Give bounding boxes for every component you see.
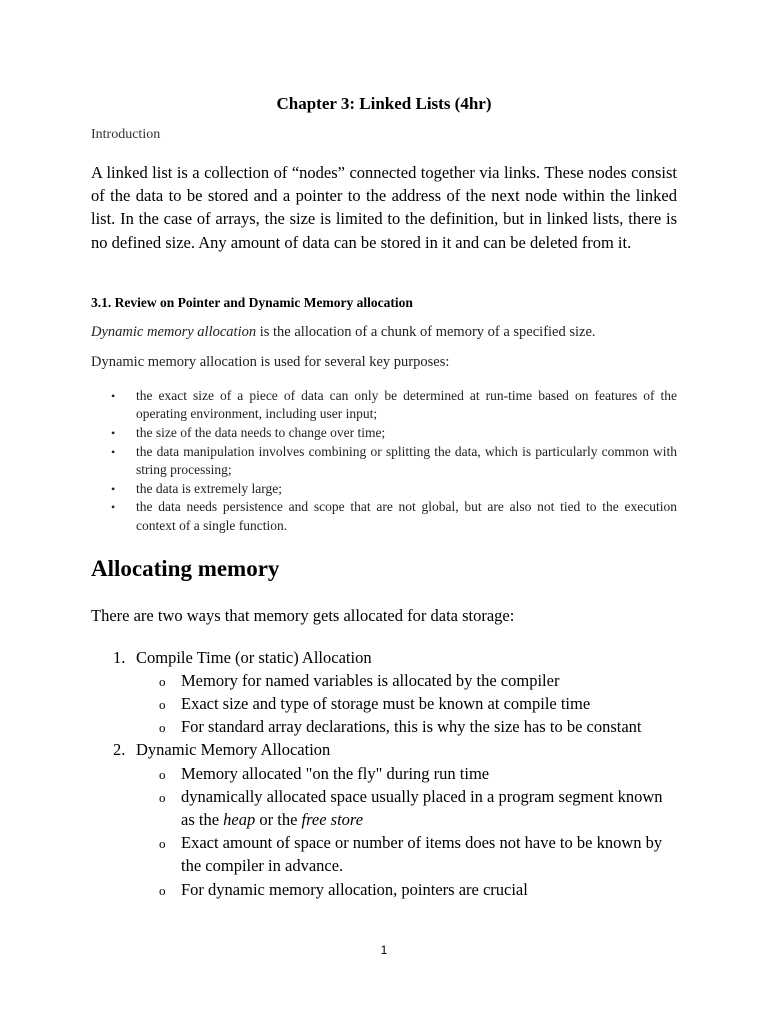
introduction-paragraph: A linked list is a collection of “nodes” connected together via links. These nodes consist of the data to be stored and a pointer to the address of the next node within the linked list. In the case of arrays, the size is limited to the definition, but in linked lists, there is no defined size. Any amount of data can be stored in it and can be deleted from it. bbox=[91, 163, 677, 252]
chapter-title: Chapter 3: Linked Lists (4hr) bbox=[276, 94, 492, 113]
circle-bullet-icon: o bbox=[159, 696, 166, 712]
list-number: 1. bbox=[113, 647, 126, 667]
bullet-icon: • bbox=[111, 500, 116, 515]
sub-list bbox=[136, 669, 677, 739]
sub-list-item bbox=[91, 715, 677, 738]
section-heading-3-1: 3.1. Review on Pointer and Dynamic Memory allocation bbox=[91, 294, 413, 310]
list-item-label: Compile Time (or static) Allocation bbox=[136, 647, 372, 667]
list-item bbox=[91, 646, 677, 739]
sub-list-item-text: Memory for named variables is allocated by the compiler bbox=[181, 670, 560, 690]
allocating-intro: There are two ways that memory gets allocated for data storage: bbox=[91, 605, 515, 625]
list-number: 2. bbox=[113, 740, 126, 760]
list-item-text: the exact size of a piece of data can only be determined at run-time based on features of the operating environment, including user input; bbox=[136, 387, 677, 422]
list-item-text: the size of the data needs to change over time; bbox=[136, 425, 386, 440]
circle-bullet-icon: o bbox=[159, 766, 166, 782]
bullet-icon: • bbox=[111, 388, 116, 403]
sub-list-item-text: Exact size and type of storage must be known at compile time bbox=[181, 693, 591, 713]
sub-list-item-text: For dynamic memory allocation, pointers are crucial bbox=[181, 879, 528, 899]
definition-term: Dynamic memory allocation bbox=[91, 323, 257, 340]
page-number: 1 bbox=[380, 943, 388, 957]
bullet-icon: • bbox=[111, 426, 116, 440]
heap-term: heap bbox=[223, 809, 256, 829]
page-content bbox=[91, 93, 677, 901]
allocation-types-list bbox=[91, 646, 677, 901]
list-item-label: Dynamic Memory Allocation bbox=[136, 740, 331, 760]
definition-text: is the allocation of a chunk of memory of a specified size. bbox=[256, 323, 596, 340]
introduction-label: Introduction bbox=[91, 127, 161, 142]
sub-list-item-text: Memory allocated "on the fly" during run time bbox=[181, 763, 490, 783]
sub-list-item-text: Exact amount of space or number of items does not have to be known by the compiler in advance. bbox=[181, 833, 663, 876]
purposes-intro: Dynamic memory allocation is used for several key purposes: bbox=[91, 353, 450, 370]
circle-bullet-icon: o bbox=[159, 882, 166, 898]
list-item bbox=[91, 387, 677, 424]
circle-bullet-icon: o bbox=[159, 720, 166, 736]
bullet-icon: • bbox=[111, 481, 116, 496]
list-item bbox=[91, 480, 677, 499]
sub-list-item-text: or the bbox=[255, 809, 302, 829]
list-item bbox=[91, 443, 677, 480]
circle-bullet-icon: o bbox=[159, 673, 166, 689]
definition-paragraph bbox=[91, 323, 677, 342]
allocating-memory-heading: Allocating memory bbox=[91, 555, 280, 581]
sub-list-item bbox=[91, 878, 677, 901]
list-item bbox=[91, 738, 677, 900]
bullet-icon: • bbox=[111, 444, 116, 459]
sub-list-item bbox=[91, 669, 677, 692]
sub-list-item bbox=[91, 762, 677, 785]
sub-list-item bbox=[91, 785, 677, 831]
sub-list-item-text: For standard array declarations, this is why the size has to be constant bbox=[181, 717, 642, 737]
circle-bullet-icon: o bbox=[159, 836, 166, 852]
purposes-list bbox=[91, 387, 677, 536]
list-item-text: the data is extremely large; bbox=[136, 480, 282, 496]
list-item bbox=[91, 498, 677, 535]
sub-list-item bbox=[91, 692, 677, 715]
list-item-text: the data manipulation involves combining or splitting the data, which is particularly common with string processing; bbox=[136, 443, 677, 478]
list-item-text: the data needs persistence and scope that are not global, but are also not tied to the execution context of a single function. bbox=[136, 499, 677, 533]
list-item bbox=[91, 424, 677, 443]
sub-list-item-text: dynamically allocated space usually placed in a program segment known as the bbox=[181, 786, 663, 829]
free-store-term: free store bbox=[301, 809, 364, 829]
circle-bullet-icon: o bbox=[159, 789, 166, 805]
sub-list-item bbox=[91, 831, 677, 877]
sub-list bbox=[136, 762, 677, 901]
